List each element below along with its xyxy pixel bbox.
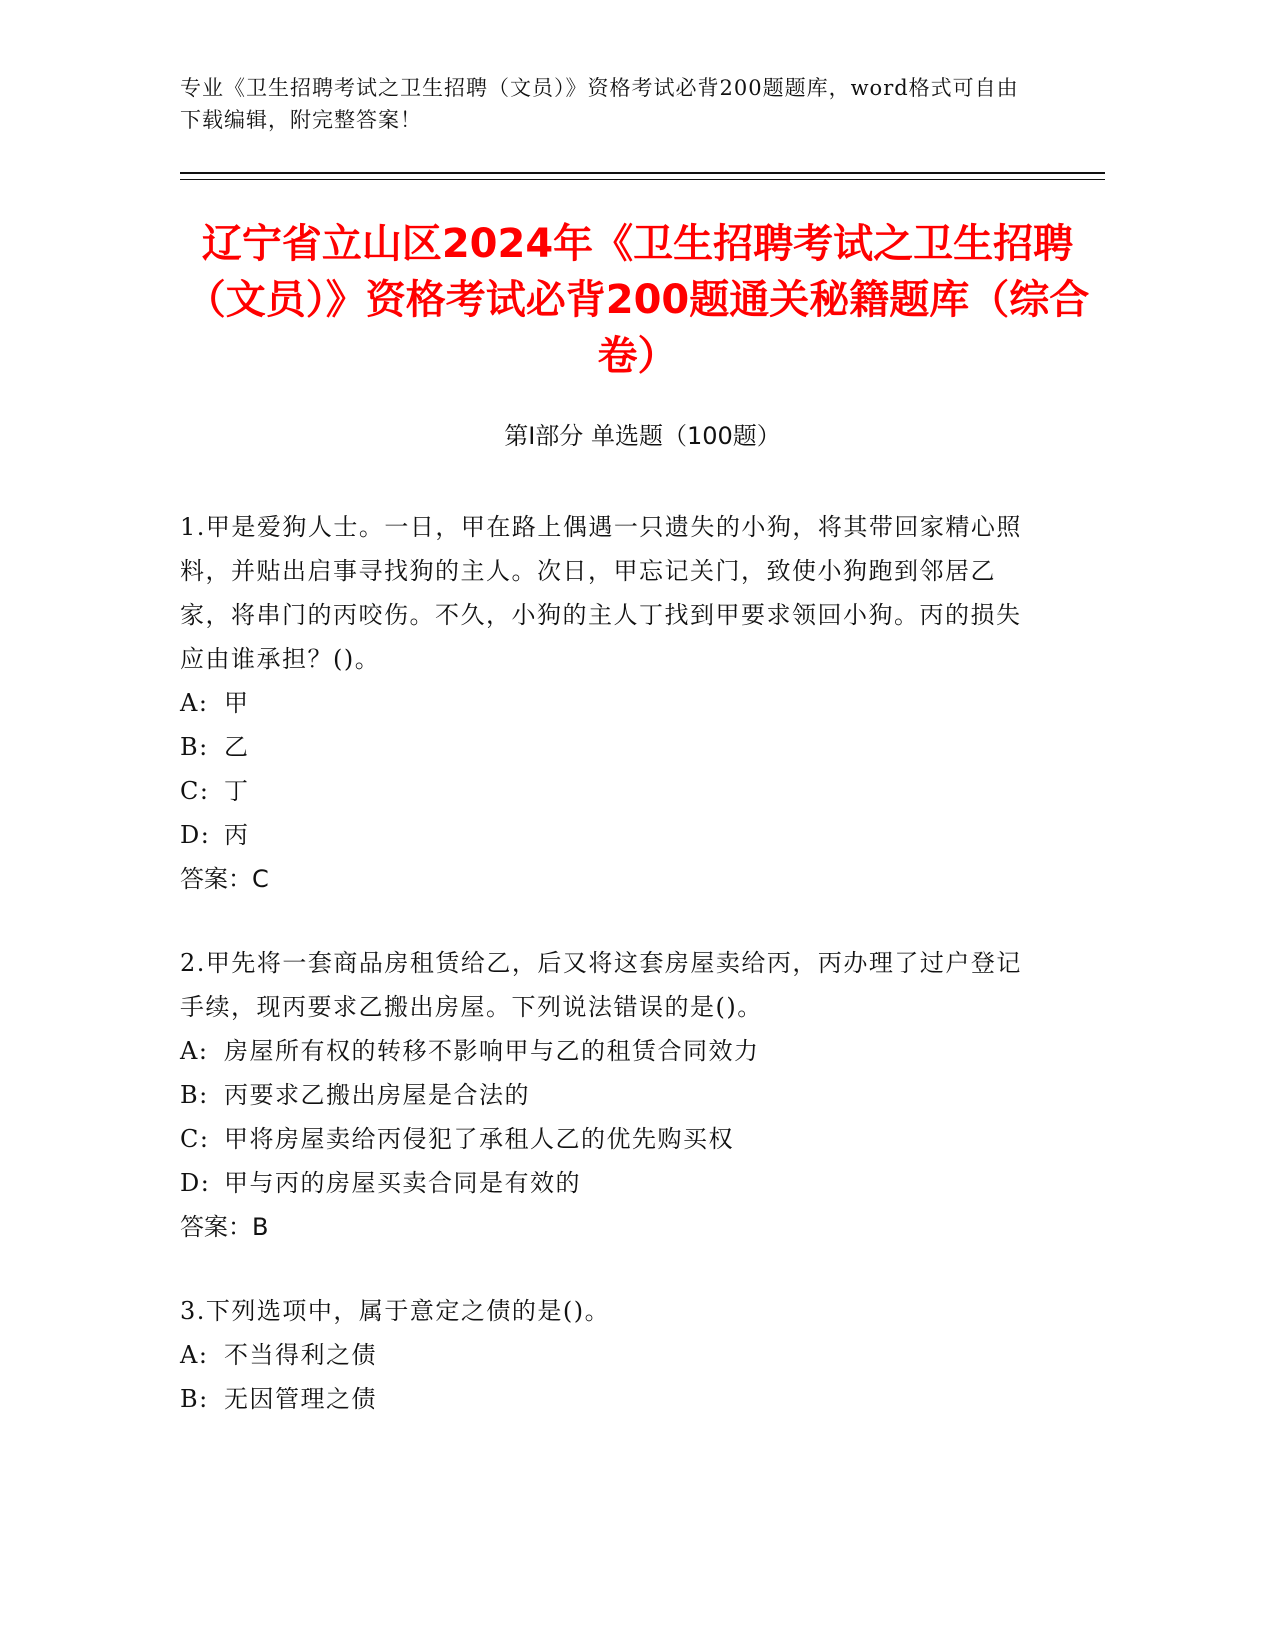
option-b <box>180 1377 1040 1421</box>
option-text: 丙要求乙搬出房屋是合法的 <box>224 1081 530 1109</box>
header-rule-thick <box>180 172 1105 174</box>
question-stem: 2.甲先将一套商品房租赁给乙，后又将这套房屋卖给丙，丙办理了过户登记手续，现丙要求乙搬出房屋。下列说法错误的是()。 <box>180 949 1022 1021</box>
option-key: C: <box>180 1125 210 1153</box>
option-text: 甲与丙的房屋买卖合同是有效的 <box>224 1169 581 1197</box>
document-title: 辽宁省立山区2024年《卫生招聘考试之卫生招聘（文员）》资格考试必背200题通关秘籍题库（综合卷） <box>185 221 1090 379</box>
option-a <box>180 1029 1040 1073</box>
answer-label: 答案：B <box>180 1213 269 1241</box>
option-key: D: <box>180 1169 211 1197</box>
option-d <box>180 813 1040 857</box>
section-title: 第I部分 单选题（100题） <box>504 422 781 450</box>
option-text: 丁 <box>224 777 250 805</box>
option-key: B: <box>180 1081 209 1109</box>
option-b <box>180 1073 1040 1117</box>
option-text: 甲 <box>224 689 250 717</box>
answer-label: 答案：C <box>180 865 269 893</box>
option-c <box>180 1117 1040 1161</box>
question-1 <box>180 505 1040 901</box>
option-key: C: <box>180 777 210 805</box>
option-key: A: <box>180 689 209 717</box>
option-key: B: <box>180 733 209 761</box>
header-note: 专业《卫生招聘考试之卫生招聘（文员）》资格考试必背200题题库，word格式可自由下载编辑，附完整答案！ <box>180 76 1019 132</box>
question-list <box>180 505 1040 1461</box>
option-key: D: <box>180 821 211 849</box>
option-key: A: <box>180 1037 209 1065</box>
question-2 <box>180 941 1040 1249</box>
option-text: 甲将房屋卖给丙侵犯了承租人乙的优先购买权 <box>224 1125 734 1153</box>
header-rule-thin <box>180 179 1105 180</box>
question-3 <box>180 1289 1040 1421</box>
option-a <box>180 1333 1040 1377</box>
option-key: A: <box>180 1341 209 1369</box>
question-stem: 3.下列选项中，属于意定之债的是()。 <box>180 1297 611 1325</box>
option-c <box>180 769 1040 813</box>
option-text: 乙 <box>224 733 250 761</box>
option-text: 丙 <box>224 821 250 849</box>
option-b <box>180 725 1040 769</box>
option-text: 不当得利之债 <box>224 1341 377 1369</box>
option-key: B: <box>180 1385 209 1413</box>
option-text: 房屋所有权的转移不影响甲与乙的租赁合同效力 <box>224 1037 760 1065</box>
question-stem: 1.甲是爱狗人士。一日，甲在路上偶遇一只遗失的小狗，将其带回家精心照料，并贴出启事寻找狗的主人。次日，甲忘记关门，致使小狗跑到邻居乙家，将串门的丙咬伤。不久，小狗的主人丁找到甲要求领回小狗。丙的损失应由谁承担？()。 <box>180 513 1022 673</box>
option-d <box>180 1161 1040 1205</box>
option-a <box>180 681 1040 725</box>
option-text: 无因管理之债 <box>224 1385 377 1413</box>
